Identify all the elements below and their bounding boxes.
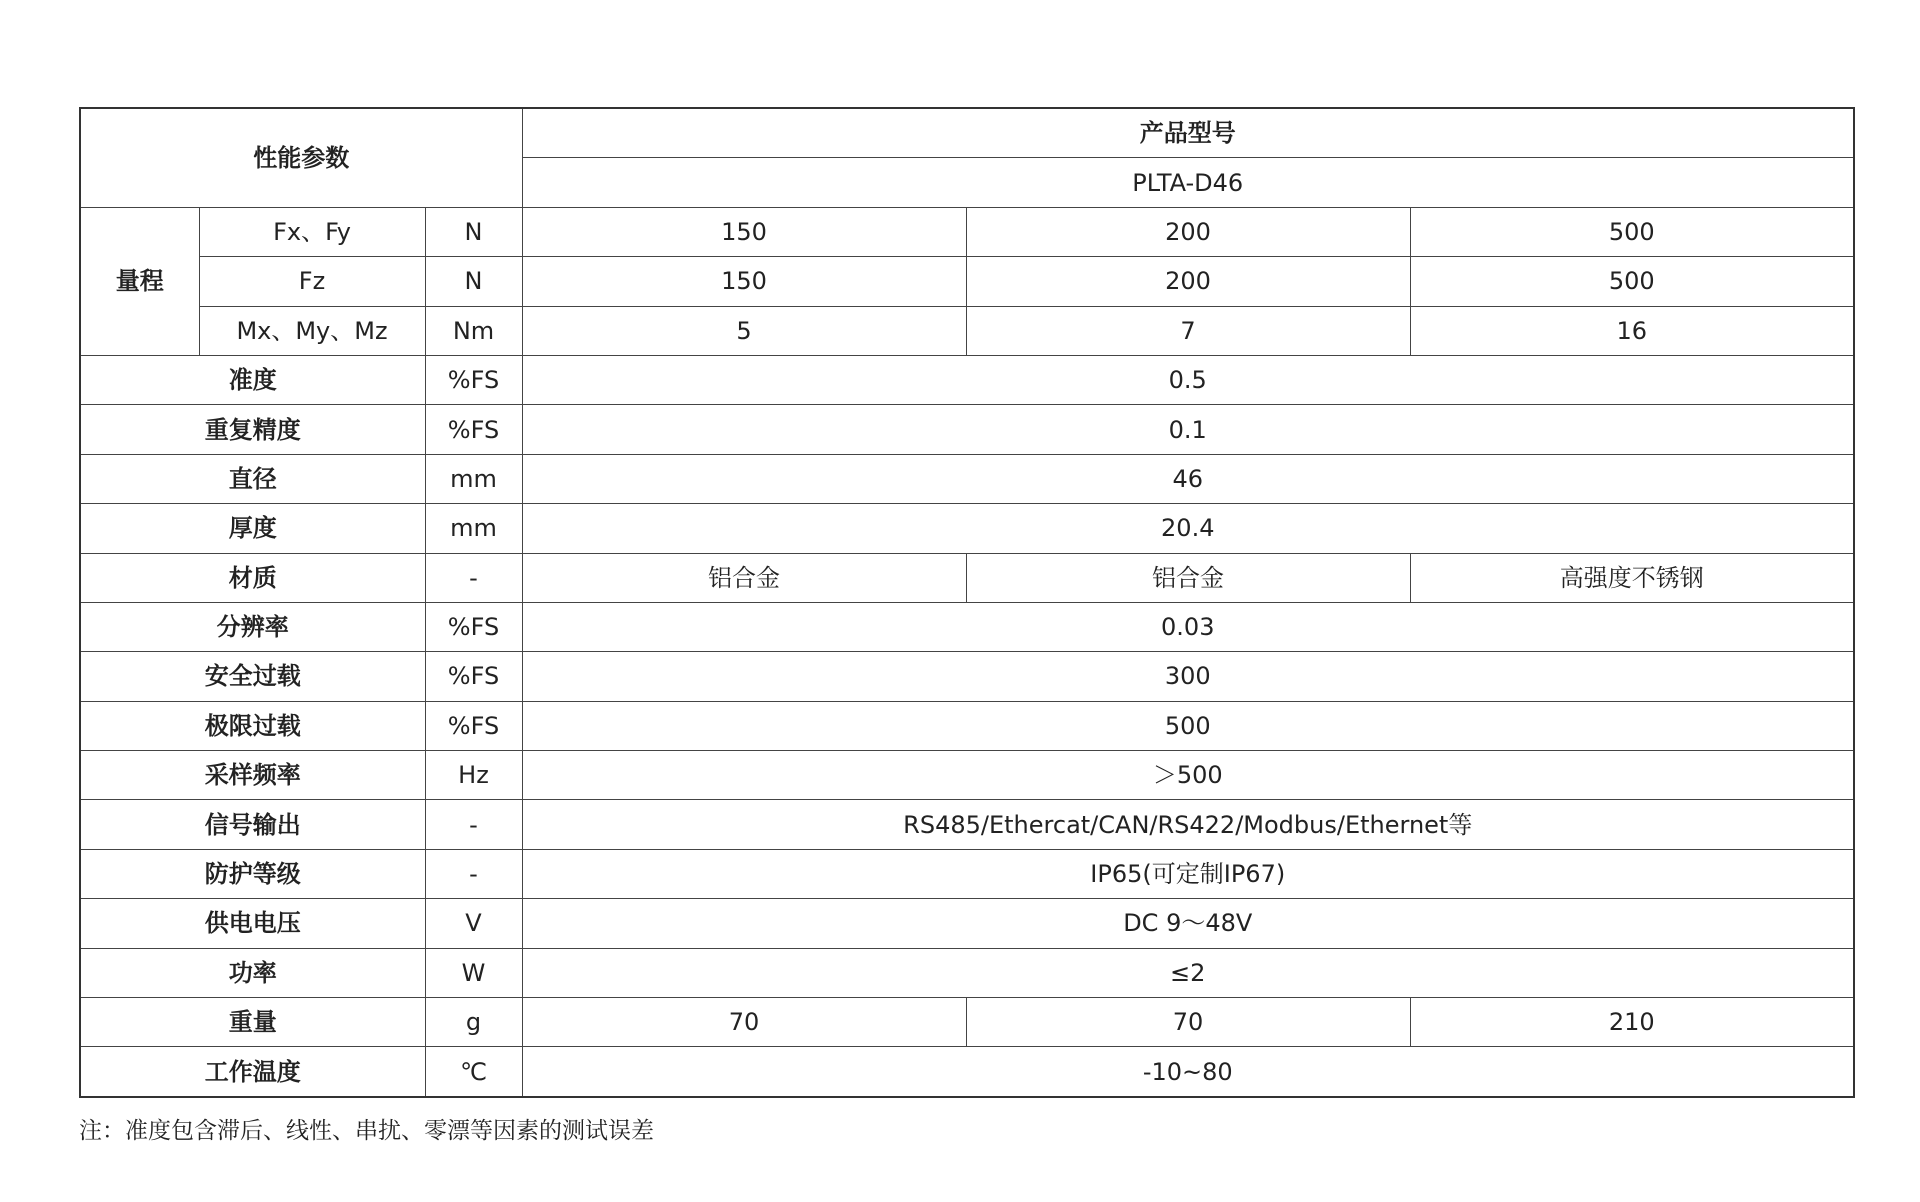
param-unit: Hz xyxy=(425,751,522,800)
param-value: -10~80 xyxy=(522,1047,1854,1097)
spec-row xyxy=(80,504,1854,553)
param-unit: - xyxy=(425,849,522,898)
range-value: 150 xyxy=(522,257,966,306)
spec-row xyxy=(80,652,1854,701)
param-unit: - xyxy=(425,553,522,602)
param-name: 准度 xyxy=(80,355,425,404)
param-value: 高强度不锈钢 xyxy=(1410,553,1854,602)
spec-row xyxy=(80,751,1854,800)
range-value: 16 xyxy=(1410,306,1854,355)
spec-row xyxy=(80,800,1854,849)
param-unit: %FS xyxy=(425,602,522,651)
param-name: 厚度 xyxy=(80,504,425,553)
param-value: ＞500 xyxy=(522,751,1854,800)
range-param-name: Mx、My、Mz xyxy=(199,306,425,355)
param-name: 供电电压 xyxy=(80,899,425,948)
param-value: 500 xyxy=(522,701,1854,750)
spec-row xyxy=(80,553,1854,602)
param-name: 分辨率 xyxy=(80,602,425,651)
range-param-unit: N xyxy=(425,207,522,256)
range-row xyxy=(80,306,1854,355)
range-param-unit: Nm xyxy=(425,306,522,355)
spec-row xyxy=(80,355,1854,404)
param-unit: mm xyxy=(425,454,522,503)
range-value: 5 xyxy=(522,306,966,355)
param-name: 重复精度 xyxy=(80,405,425,454)
spec-row xyxy=(80,849,1854,898)
param-name: 防护等级 xyxy=(80,849,425,898)
param-value: 300 xyxy=(522,652,1854,701)
range-row xyxy=(80,207,1854,256)
param-value: 0.03 xyxy=(522,602,1854,651)
param-value: 铝合金 xyxy=(522,553,966,602)
range-value: 500 xyxy=(1410,207,1854,256)
param-value: ≤2 xyxy=(522,948,1854,997)
range-param-name: Fz xyxy=(199,257,425,306)
spec-row xyxy=(80,998,1854,1047)
param-value: DC 9～48V xyxy=(522,899,1854,948)
spec-row xyxy=(80,701,1854,750)
param-value: 210 xyxy=(1410,998,1854,1047)
range-value: 200 xyxy=(966,207,1410,256)
param-unit: - xyxy=(425,800,522,849)
param-value: 70 xyxy=(522,998,966,1047)
param-unit: %FS xyxy=(425,701,522,750)
param-value: 46 xyxy=(522,454,1854,503)
header-row-1 xyxy=(80,108,1854,158)
range-value: 500 xyxy=(1410,257,1854,306)
param-unit: mm xyxy=(425,504,522,553)
range-row xyxy=(80,257,1854,306)
param-unit: %FS xyxy=(425,405,522,454)
range-value: 150 xyxy=(522,207,966,256)
param-name: 直径 xyxy=(80,454,425,503)
spec-row xyxy=(80,948,1854,997)
spec-row xyxy=(80,899,1854,948)
param-header: 性能参数 xyxy=(80,108,522,207)
range-value: 200 xyxy=(966,257,1410,306)
param-value: 20.4 xyxy=(522,504,1854,553)
range-param-name: Fx、Fy xyxy=(199,207,425,256)
param-name: 采样频率 xyxy=(80,751,425,800)
spec-row xyxy=(80,1047,1854,1097)
param-unit: ℃ xyxy=(425,1047,522,1097)
param-name: 极限过载 xyxy=(80,701,425,750)
footnote: 注：准度包含滞后、线性、串扰、零漂等因素的测试误差 xyxy=(79,1118,654,1144)
spec-row xyxy=(80,602,1854,651)
param-unit: V xyxy=(425,899,522,948)
param-name: 功率 xyxy=(80,948,425,997)
param-value: IP65(可定制IP67) xyxy=(522,849,1854,898)
spec-table xyxy=(79,107,1855,1098)
model-header: 产品型号 xyxy=(522,108,1854,158)
model-name: PLTA-D46 xyxy=(522,158,1854,207)
param-unit: %FS xyxy=(425,355,522,404)
param-name: 信号输出 xyxy=(80,800,425,849)
param-value: RS485/Ethercat/CAN/RS422/Modbus/Ethernet等 xyxy=(522,800,1854,849)
param-unit: W xyxy=(425,948,522,997)
param-unit: g xyxy=(425,998,522,1047)
param-name: 工作温度 xyxy=(80,1047,425,1097)
spec-row xyxy=(80,405,1854,454)
param-value: 0.5 xyxy=(522,355,1854,404)
param-name: 安全过载 xyxy=(80,652,425,701)
range-param-unit: N xyxy=(425,257,522,306)
spec-row xyxy=(80,454,1854,503)
param-name: 材质 xyxy=(80,553,425,602)
param-unit: %FS xyxy=(425,652,522,701)
param-name: 重量 xyxy=(80,998,425,1047)
range-value: 7 xyxy=(966,306,1410,355)
param-value: 70 xyxy=(966,998,1410,1047)
param-value: 0.1 xyxy=(522,405,1854,454)
range-label: 量程 xyxy=(80,207,199,355)
param-value: 铝合金 xyxy=(966,553,1410,602)
